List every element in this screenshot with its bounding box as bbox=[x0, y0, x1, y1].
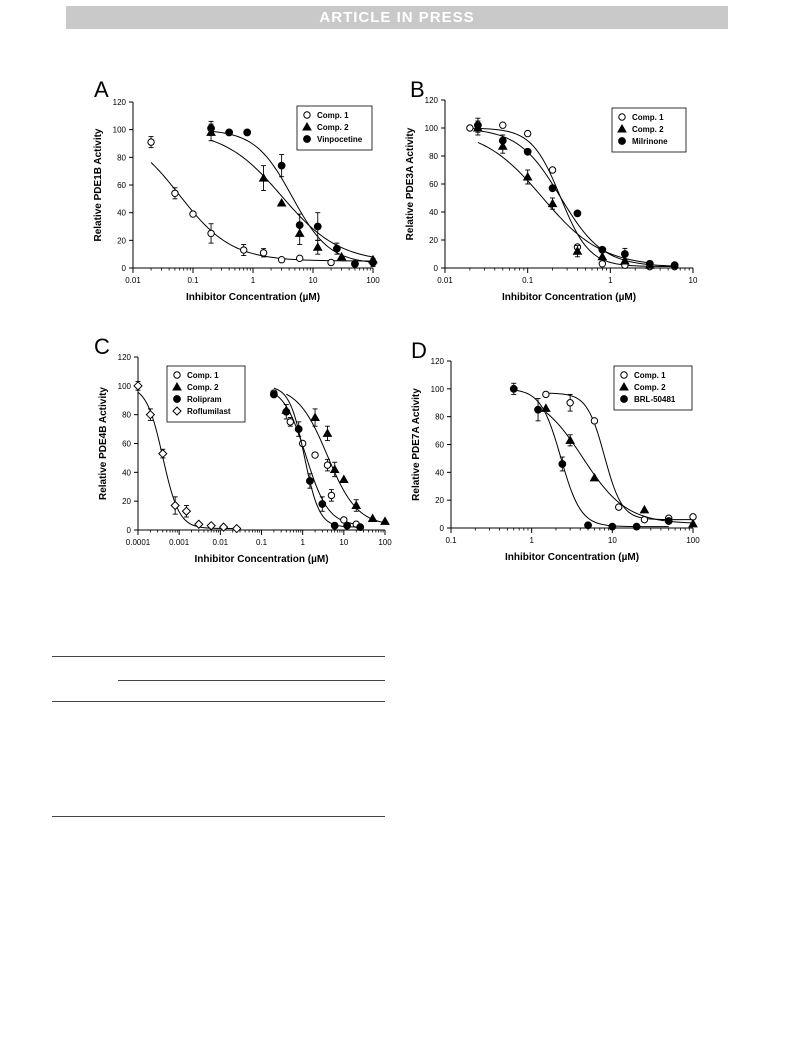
y-tick-label: 40 bbox=[435, 468, 444, 478]
legend bbox=[297, 106, 372, 150]
data-point bbox=[299, 440, 305, 446]
data-point bbox=[474, 122, 481, 129]
legend-label: Comp. 1 bbox=[632, 113, 664, 122]
data-point bbox=[357, 524, 364, 531]
data-point bbox=[278, 199, 286, 206]
data-point bbox=[585, 522, 592, 529]
table-sub-rule bbox=[118, 680, 385, 681]
data-point bbox=[287, 419, 293, 425]
data-point bbox=[182, 507, 190, 515]
x-tick-label: 100 bbox=[378, 538, 392, 547]
data-point bbox=[524, 173, 532, 180]
y-tick-label: 40 bbox=[117, 208, 126, 218]
y-tick-label: 100 bbox=[117, 381, 131, 391]
y-tick-label: 80 bbox=[435, 412, 444, 422]
data-point bbox=[319, 501, 326, 508]
series-comp-2 bbox=[282, 394, 389, 524]
data-point bbox=[241, 247, 247, 253]
y-tick-label: 20 bbox=[117, 236, 126, 246]
legend-marker bbox=[174, 396, 181, 403]
data-point bbox=[244, 129, 251, 136]
panel-letter: B bbox=[410, 77, 425, 102]
legend-label: BRL-50481 bbox=[634, 395, 676, 404]
y-tick-label: 100 bbox=[112, 125, 126, 135]
x-tick-label: 1 bbox=[300, 538, 305, 547]
data-point bbox=[260, 174, 268, 181]
y-tick-label: 80 bbox=[117, 153, 126, 163]
data-point bbox=[172, 190, 178, 196]
legend-label: Comp. 2 bbox=[187, 383, 219, 392]
legend-marker bbox=[174, 372, 180, 378]
data-point bbox=[599, 246, 606, 253]
legend-label: Comp. 1 bbox=[634, 371, 666, 380]
data-point bbox=[296, 222, 303, 229]
data-point bbox=[208, 230, 214, 236]
legend bbox=[614, 366, 692, 410]
x-tick-label: 0.1 bbox=[445, 536, 457, 545]
legend-label: Comp. 1 bbox=[317, 111, 349, 120]
y-tick-label: 120 bbox=[112, 98, 126, 107]
table-top-rule bbox=[52, 656, 385, 657]
data-point bbox=[633, 523, 640, 530]
data-point bbox=[499, 137, 506, 144]
data-point bbox=[296, 255, 302, 261]
data-point bbox=[148, 139, 154, 145]
x-tick-label: 10 bbox=[339, 538, 349, 547]
y-tick-label: 40 bbox=[429, 208, 438, 217]
x-axis-label: Inhibitor Concentration (µM) bbox=[504, 552, 640, 563]
data-point bbox=[510, 385, 517, 392]
data-point bbox=[549, 167, 555, 173]
x-tick-label: 10 bbox=[308, 276, 318, 285]
y-tick-label: 0 bbox=[126, 526, 131, 535]
banner-text: ARTICLE IN PRESS bbox=[319, 9, 475, 26]
data-point bbox=[171, 501, 179, 509]
fit-curve bbox=[211, 140, 373, 257]
data-point bbox=[567, 400, 573, 406]
data-point bbox=[278, 257, 284, 263]
data-point bbox=[314, 223, 321, 230]
data-point bbox=[543, 391, 549, 397]
data-point bbox=[283, 408, 290, 415]
y-tick-label: 0 bbox=[433, 264, 438, 273]
x-axis-label: Inhibitor Concentration (µM) bbox=[185, 292, 321, 303]
data-point bbox=[549, 185, 556, 192]
data-point bbox=[134, 382, 142, 390]
panel-letter: C bbox=[94, 334, 110, 359]
fit-curve bbox=[546, 393, 693, 519]
y-tick-label: 80 bbox=[122, 410, 131, 420]
x-axis-label: Inhibitor Concentration (µM) bbox=[194, 554, 329, 565]
y-tick-label: 80 bbox=[429, 152, 438, 161]
data-point bbox=[574, 210, 581, 217]
legend-marker bbox=[619, 114, 625, 120]
data-point bbox=[566, 436, 574, 443]
data-point bbox=[381, 517, 389, 524]
data-point bbox=[500, 122, 506, 128]
data-point bbox=[621, 251, 628, 258]
y-axis-label: Relative PDE4B Activity bbox=[98, 386, 109, 501]
data-point bbox=[616, 504, 622, 510]
fit-curve bbox=[211, 131, 373, 262]
data-point bbox=[665, 518, 672, 525]
data-point bbox=[559, 461, 566, 468]
y-axis-label: Relative PDE1B Activity bbox=[93, 128, 104, 242]
x-tick-label: 100 bbox=[686, 536, 700, 545]
y-tick-label: 60 bbox=[435, 440, 444, 450]
data-point bbox=[328, 492, 334, 498]
y-tick-label: 20 bbox=[429, 236, 438, 245]
legend-marker bbox=[304, 112, 310, 118]
data-point bbox=[640, 506, 648, 513]
y-tick-label: 0 bbox=[121, 264, 126, 273]
data-point bbox=[542, 404, 550, 411]
legend-label: Comp. 1 bbox=[187, 371, 219, 380]
data-point bbox=[467, 125, 473, 131]
y-tick-label: 120 bbox=[430, 357, 444, 366]
y-axis-label: Relative PDE7A Activity bbox=[411, 388, 422, 501]
y-tick-label: 20 bbox=[122, 497, 131, 507]
y-tick-label: 120 bbox=[117, 353, 131, 362]
data-point bbox=[312, 452, 318, 458]
legend-label: Comp. 2 bbox=[632, 125, 664, 134]
y-tick-label: 60 bbox=[117, 181, 126, 190]
legend-marker bbox=[621, 396, 628, 403]
data-point bbox=[260, 250, 266, 256]
x-axis-label: Inhibitor Concentration (µM) bbox=[501, 292, 637, 303]
panel-letter: D bbox=[411, 338, 427, 363]
data-point bbox=[344, 522, 351, 529]
y-tick-label: 100 bbox=[430, 384, 444, 394]
data-point bbox=[333, 245, 340, 252]
series-rolipram bbox=[270, 388, 363, 530]
x-tick-label: 1 bbox=[608, 276, 613, 285]
legend-label: Comp. 2 bbox=[317, 123, 349, 132]
data-point bbox=[270, 391, 277, 398]
y-axis-label: Relative PDE3A Activity bbox=[405, 127, 416, 241]
y-tick-label: 120 bbox=[424, 96, 438, 105]
table-bottom-rule bbox=[52, 816, 385, 817]
data-point bbox=[535, 406, 542, 413]
data-point bbox=[352, 260, 359, 267]
data-point bbox=[233, 525, 241, 533]
article-in-press-banner bbox=[66, 6, 728, 29]
data-point bbox=[549, 200, 557, 207]
fit-curve bbox=[286, 394, 385, 523]
x-tick-label: 0.1 bbox=[522, 276, 534, 285]
data-point bbox=[278, 162, 285, 169]
legend-label: Roflumilast bbox=[187, 407, 231, 416]
data-point bbox=[331, 522, 338, 529]
x-tick-label: 0.01 bbox=[125, 276, 141, 285]
data-point bbox=[307, 478, 314, 485]
legend-label: Vinpocetine bbox=[317, 135, 363, 144]
data-point bbox=[370, 259, 377, 266]
data-point bbox=[295, 426, 302, 433]
data-point bbox=[323, 429, 331, 436]
data-point bbox=[190, 211, 196, 217]
y-tick-label: 40 bbox=[122, 468, 131, 478]
legend-label: Comp. 2 bbox=[634, 383, 666, 392]
data-point bbox=[646, 260, 653, 267]
legend-label: Milrinone bbox=[632, 137, 668, 146]
y-tick-label: 60 bbox=[122, 439, 131, 449]
x-tick-label: 10 bbox=[688, 276, 698, 285]
x-tick-label: 1 bbox=[529, 536, 534, 545]
legend-marker bbox=[619, 138, 626, 145]
data-point bbox=[324, 462, 330, 468]
x-tick-label: 0.0001 bbox=[125, 538, 151, 547]
legend-label: Rolipram bbox=[187, 395, 222, 404]
x-tick-label: 0.01 bbox=[437, 276, 453, 285]
y-tick-label: 0 bbox=[439, 524, 444, 533]
legend-marker bbox=[304, 136, 311, 143]
data-point bbox=[524, 148, 531, 155]
data-point bbox=[311, 414, 319, 421]
data-point bbox=[590, 474, 598, 481]
data-point bbox=[146, 411, 154, 419]
x-tick-label: 0.1 bbox=[255, 538, 268, 547]
legend bbox=[167, 366, 245, 422]
data-point bbox=[524, 130, 530, 136]
legend-marker bbox=[621, 372, 627, 378]
data-point bbox=[598, 253, 606, 260]
panel-letter: A bbox=[94, 77, 109, 102]
data-point bbox=[599, 261, 605, 267]
x-tick-label: 1 bbox=[250, 276, 256, 285]
y-tick-label: 100 bbox=[424, 124, 438, 133]
table-header-rule bbox=[52, 701, 385, 702]
x-tick-label: 0.1 bbox=[187, 276, 199, 285]
y-tick-label: 60 bbox=[429, 180, 438, 189]
panel-c-pde4b-chart bbox=[0, 322, 400, 584]
data-point bbox=[328, 259, 334, 265]
data-point bbox=[159, 450, 167, 458]
panel-b-pde3a-chart bbox=[396, 60, 793, 320]
data-point bbox=[609, 523, 616, 530]
x-tick-label: 10 bbox=[607, 536, 617, 545]
legend bbox=[612, 108, 686, 152]
x-tick-label: 0.001 bbox=[169, 538, 190, 547]
data-point bbox=[208, 125, 215, 132]
data-point bbox=[340, 476, 348, 483]
data-point bbox=[591, 418, 597, 424]
panel-d-pde7a-chart bbox=[396, 322, 793, 584]
x-tick-label: 100 bbox=[366, 276, 380, 285]
data-point bbox=[671, 262, 678, 269]
data-point bbox=[226, 129, 233, 136]
panel-a-pde1b-chart bbox=[0, 60, 400, 320]
data-point bbox=[314, 243, 322, 250]
y-tick-label: 20 bbox=[435, 496, 444, 506]
x-tick-label: 0.01 bbox=[212, 538, 229, 547]
